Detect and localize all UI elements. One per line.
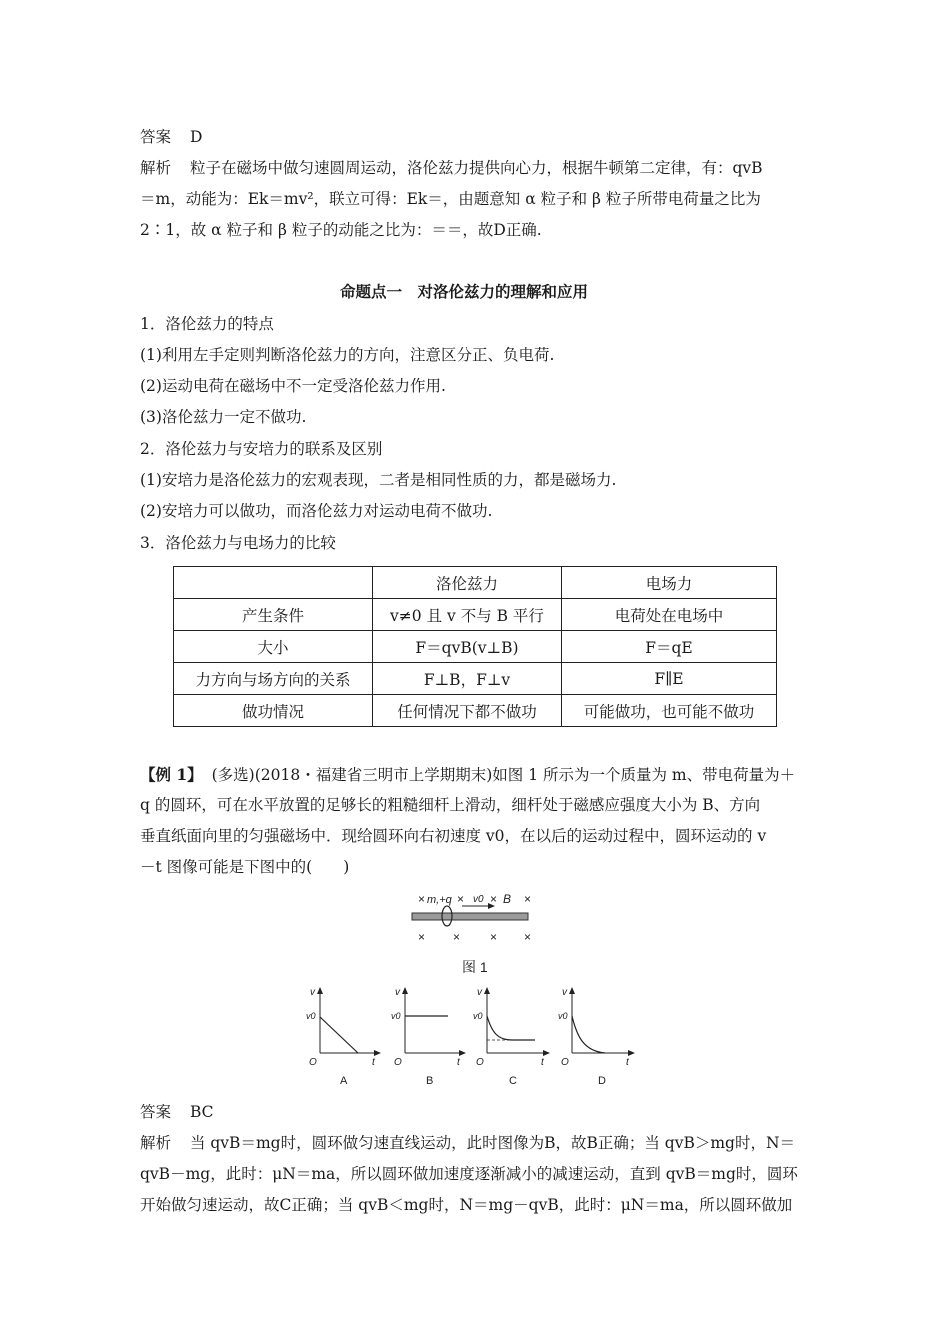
list-item: (2)安培力可以做功，而洛伦兹力对运动电荷不做功. bbox=[140, 502, 493, 520]
field-label: B bbox=[503, 892, 512, 906]
axis-arrow bbox=[569, 987, 575, 994]
table-row bbox=[174, 631, 777, 663]
list-item: 2．洛伦兹力与安培力的联系及区别 bbox=[140, 440, 383, 458]
table-row bbox=[174, 599, 777, 631]
graph-label: A bbox=[340, 1075, 348, 1087]
curve-linear-decrease bbox=[320, 1017, 358, 1053]
graph-c bbox=[473, 987, 550, 1087]
list-item: 1．洛伦兹力的特点 bbox=[140, 315, 274, 333]
analysis-line: ＝m，动能为：Ek＝mv²，联立可得：Ek＝，由题意知 α 粒子和 β 粒子所带电荷量之比为 bbox=[140, 190, 761, 208]
v0-label: v0 bbox=[558, 1011, 568, 1021]
analysis-line: 开始做匀速运动，故C正确；当 qvB＜mg时，N＝mg－qvB，此时：μN＝ma，所以圆环做加 bbox=[140, 1196, 793, 1214]
example-line: 垂直纸面向里的匀强磁场中．现给圆环向右初速度 v0，在以后的运动过程中，圆环运动的 v bbox=[140, 827, 767, 845]
example-line: (多选)(2018・福建省三明市上学期期末)如图 1 所示为一个质量为 m、带电荷量为＋ bbox=[211, 766, 796, 784]
velocity-label: v0 bbox=[473, 894, 484, 905]
v-label: v bbox=[395, 987, 400, 998]
axis-arrow bbox=[484, 987, 490, 994]
v0-label: v0 bbox=[391, 1011, 401, 1021]
comparison-table bbox=[173, 566, 777, 727]
origin-label: O bbox=[476, 1057, 484, 1068]
graph-label: D bbox=[598, 1075, 606, 1087]
origin-label: O bbox=[309, 1057, 317, 1068]
table-cell: 做功情况 bbox=[174, 695, 373, 727]
cross-mark: × bbox=[457, 892, 465, 906]
answer-2 bbox=[140, 1097, 810, 1128]
table-cell: 力方向与场方向的关系 bbox=[174, 663, 373, 695]
cross-mark: × bbox=[418, 892, 426, 906]
cross-mark: × bbox=[490, 930, 498, 944]
table-cell: F⊥B，F⊥v bbox=[373, 663, 562, 695]
example-line: －t 图像可能是下图中的( ) bbox=[140, 858, 350, 876]
list-item: 3．洛伦兹力与电场力的比较 bbox=[140, 534, 336, 552]
cross-mark: × bbox=[418, 930, 426, 944]
v-label: v bbox=[310, 987, 315, 998]
v-label: v bbox=[562, 987, 567, 998]
table-cell: 大小 bbox=[174, 631, 373, 663]
table-header: 电场力 bbox=[562, 567, 777, 599]
answer-1 bbox=[140, 122, 810, 153]
table-cell: v≠0 且 v 不与 B 平行 bbox=[373, 599, 562, 631]
list-item: (1)利用左手定则判断洛伦兹力的方向，注意区分正、负电荷. bbox=[140, 346, 555, 364]
ring-label: m,+q bbox=[427, 894, 452, 906]
v-label: v bbox=[477, 987, 482, 998]
analysis-label: 解析 bbox=[140, 1134, 172, 1152]
table-cell: F＝qvB(v⊥B) bbox=[373, 631, 562, 663]
axis-arrow bbox=[543, 1050, 550, 1056]
example-line: q 的圆环，可在水平放置的足够长的粗糙细杆上滑动，细杆处于磁感应强度大小为 B、方向 bbox=[140, 796, 761, 814]
graph-label: C bbox=[509, 1075, 517, 1087]
analysis-line: 2∶1，故 α 粒子和 β 粒子的动能之比为：＝＝，故D正确. bbox=[140, 221, 542, 239]
list-item: (2)运动电荷在磁场中不一定受洛伦兹力作用. bbox=[140, 377, 446, 395]
graph-d bbox=[558, 987, 635, 1087]
t-label: t bbox=[372, 1057, 375, 1068]
table-header: 洛伦兹力 bbox=[373, 567, 562, 599]
answer-value: D bbox=[189, 128, 203, 146]
origin-label: O bbox=[561, 1057, 569, 1068]
figure-1 bbox=[400, 885, 550, 985]
analysis-line: 当 qvB＝mg时，圆环做匀速直线运动，此时图像为B，故B正确；当 qvB＞mg时，N＝ bbox=[189, 1134, 796, 1152]
cross-mark: × bbox=[453, 930, 461, 944]
t-label: t bbox=[626, 1057, 629, 1068]
axis-arrow bbox=[374, 1050, 381, 1056]
v0-label: v0 bbox=[306, 1011, 316, 1021]
vt-graphs bbox=[300, 985, 650, 1090]
t-label: t bbox=[457, 1057, 460, 1068]
cross-mark: × bbox=[490, 892, 498, 906]
cross-mark: × bbox=[524, 930, 532, 944]
table-cell: F∥E bbox=[562, 663, 777, 695]
graph-a bbox=[306, 987, 381, 1087]
analysis-label: 解析 bbox=[140, 159, 172, 177]
table-cell: 任何情况下都不做功 bbox=[373, 695, 562, 727]
rough-rod bbox=[412, 913, 528, 920]
table-header-row bbox=[174, 567, 777, 599]
figure-caption: 图 1 bbox=[462, 959, 488, 975]
axis-arrow bbox=[459, 1050, 466, 1056]
cross-mark: × bbox=[524, 892, 532, 906]
section-title: 命题点一 对洛伦兹力的理解和应用 bbox=[340, 283, 589, 301]
table-cell: 电荷处在电场中 bbox=[562, 599, 777, 631]
analysis-line: qvB－mg，此时：μN＝ma，所以圆环做加速度逐渐减小的减速运动，直到 qvB＝mg时，圆环 bbox=[140, 1165, 798, 1183]
curve-decay-to-zero bbox=[572, 1016, 605, 1053]
answer-label: 答案 bbox=[140, 1103, 172, 1121]
axis-arrow bbox=[402, 987, 408, 994]
table-cell: 产生条件 bbox=[174, 599, 373, 631]
v0-label: v0 bbox=[473, 1011, 483, 1021]
axis-arrow bbox=[317, 987, 323, 994]
table-row bbox=[174, 695, 777, 727]
list-item: (1)安培力是洛伦兹力的宏观表现，二者是相同性质的力，都是磁场力. bbox=[140, 471, 617, 489]
answer-value: BC bbox=[189, 1103, 214, 1121]
table-header bbox=[174, 567, 373, 599]
table-row bbox=[174, 663, 777, 695]
axis-arrow bbox=[628, 1050, 635, 1056]
origin-label: O bbox=[394, 1057, 402, 1068]
answer-label: 答案 bbox=[140, 128, 172, 146]
curve-decay-to-constant bbox=[487, 1016, 535, 1040]
table-cell: F＝qE bbox=[562, 631, 777, 663]
t-label: t bbox=[541, 1057, 544, 1068]
graph-b bbox=[391, 987, 466, 1087]
list-item: (3)洛伦兹力一定不做功. bbox=[140, 408, 307, 426]
analysis-line: 粒子在磁场中做匀速圆周运动，洛伦兹力提供向心力，根据牛顿第二定律，有：qvB bbox=[189, 159, 763, 177]
graph-label: B bbox=[426, 1075, 434, 1087]
example-tag: 【例 1】 bbox=[140, 765, 203, 784]
table-cell: 可能做功，也可能不做功 bbox=[562, 695, 777, 727]
